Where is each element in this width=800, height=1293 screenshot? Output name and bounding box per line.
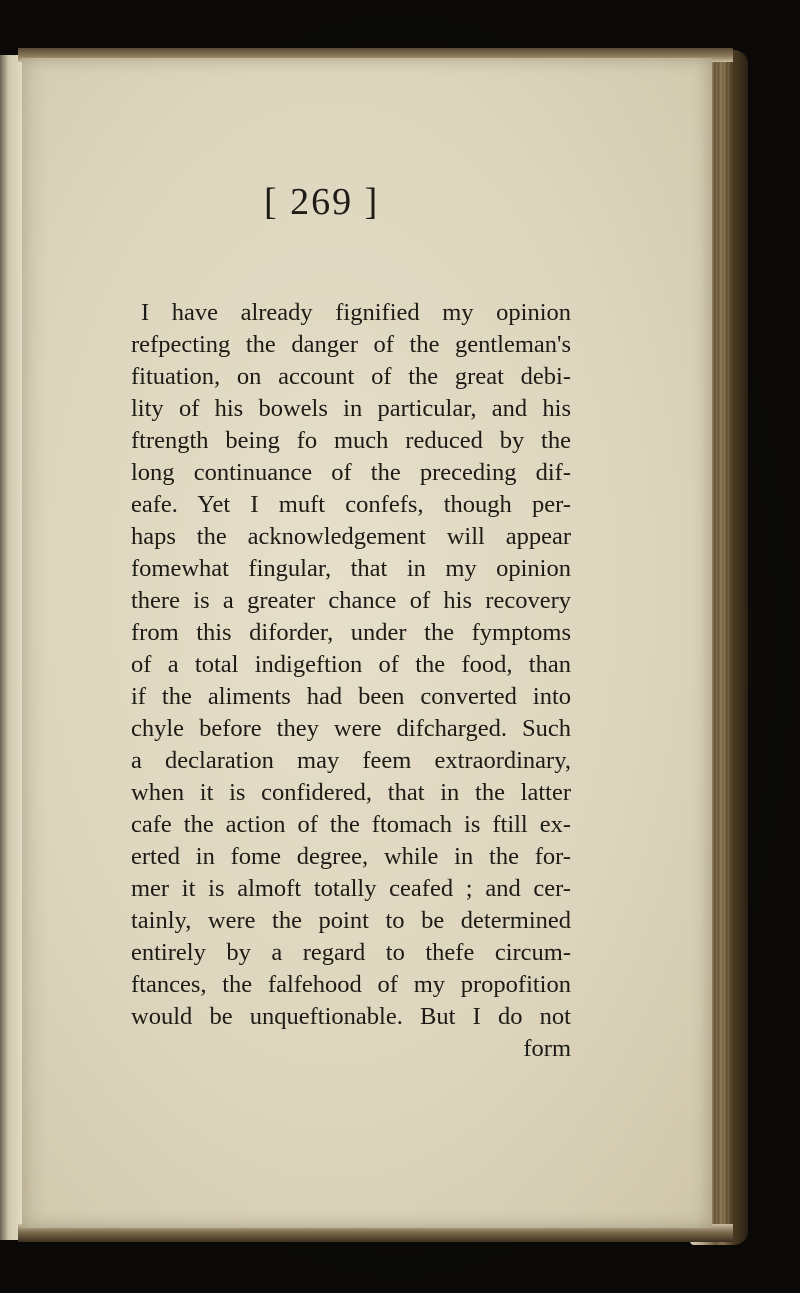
catchword: form (523, 1035, 571, 1062)
text-line: fomewhat fingular, that in my opinion (131, 555, 571, 582)
page-number: [ 269 ] (264, 181, 380, 223)
text-line: haps the acknowledgement will appear (131, 523, 571, 550)
text-line: fituation, on account of the great debi- (131, 363, 571, 390)
text-line: a declaration may feem extraordinary, (131, 747, 571, 774)
text-line: mer it is almoft totally ceafed ; and cer- (131, 875, 571, 902)
text-line: if the aliments had been converted into (131, 683, 571, 710)
text-line: lity of his bowels in particular, and his (131, 395, 571, 422)
body-text (131, 298, 571, 1098)
text-line: eafe. Yet I muft confefs, though per- (131, 491, 571, 518)
text-line: ftrength being fo much reduced by the (131, 427, 571, 454)
text-line: ftances, the falfehood of my propofition (131, 971, 571, 998)
text-line: from this diforder, under the fymptoms (131, 619, 571, 646)
text-line: when it is confidered, that in the latter (131, 779, 571, 806)
text-line: refpecting the danger of the gentleman's (131, 331, 571, 358)
text-line: long continuance of the preceding dif- (131, 459, 571, 486)
text-line: cafe the action of the ftomach is ftill ex- (131, 811, 571, 838)
text-line: erted in fome degree, while in the for- (131, 843, 571, 870)
text-line: there is a greater chance of his recovery (131, 587, 571, 614)
text-line: chyle before they were difcharged. Such (131, 715, 571, 742)
text-line: I have already fignified my opinion (141, 299, 571, 326)
text-line: entirely by a regard to thefe circum- (131, 939, 571, 966)
text-line: of a total indigeftion of the food, than (131, 651, 571, 678)
text-line: tainly, were the point to be determined (131, 907, 571, 934)
text-line: would be unqueftionable. But I do not (131, 1003, 571, 1030)
facing-page-edge (0, 55, 22, 1240)
